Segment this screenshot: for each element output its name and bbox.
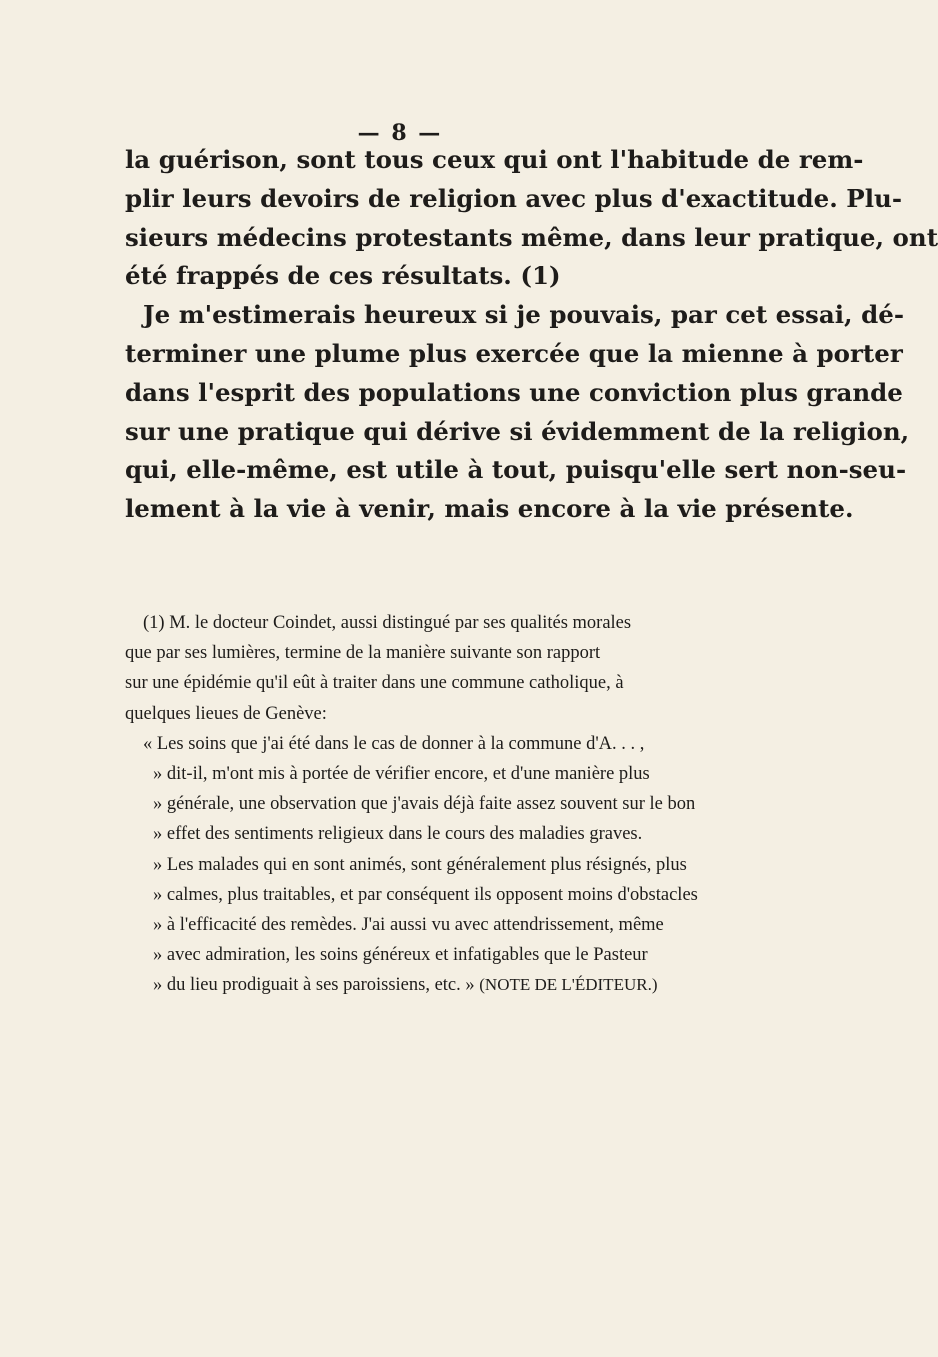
editor-note: (NOTE DE L'ÉDITEUR.) [479,975,658,995]
text-line: qui, elle-même, est utile à tout, puisqu'elle sert non-seu- [125,455,907,485]
footnote-line [125,970,785,1000]
footnote-line: » calmes, plus traitables, et par conséquent ils opposent moins d'obstacles [153,884,698,905]
footnote-line: sur une épidémie qu'il eût à traiter dans une commune catholique, à [125,673,624,694]
footnote-line: » Les malades qui en sont animés, sont généralement plus résignés, plus [153,854,687,875]
text-line: Je m'estimerais heureux si je pouvais, par cet essai, dé- [143,300,904,330]
footnote-line-text: » du lieu prodiguait à ses paroissiens, etc. » [153,975,475,996]
page-number: — 8 — [357,120,443,146]
footnote-line: » générale, une observation que j'avais déjà faite assez souvent sur le bon [153,794,696,815]
footnote-line: (1) M. le docteur Coindet, aussi distingué par ses qualités morales [143,613,632,633]
text-line: sieurs médecins protestants même, dans leur pratique, ont [125,222,938,252]
text-line: plir leurs devoirs de religion avec plus d'exactitude. Plu- [125,183,903,213]
footnote-line: » à l'efficacité des remèdes. J'ai aussi vu avec attendrissement, même [153,915,664,936]
text-line: lement à la vie à venir, mais encore à la vie présente. [125,494,854,524]
footnote-line: » effet des sentiments religieux dans le cours des maladies graves. [153,824,643,845]
text-line: sur une pratique qui dérive si évidemment de la religion, [125,416,910,446]
text-line: dans l'esprit des populations une conviction plus grande [125,377,903,407]
text-line: été frappés de ces résultats. (1) [125,261,561,291]
text-line: la guérison, sont tous ceux qui ont l'habitude de rem- [125,145,864,174]
footnote-line: » avec admiration, les soins généreux et infatigables que le Pasteur [153,945,648,966]
footnote-line: » dit-il, m'ont mis à portée de vérifier encore, et d'une manière plus [153,764,650,785]
main-paragraph [125,141,938,529]
footnote-line: que par ses lumières, termine de la manière suivante son rapport [125,643,601,664]
footnote [125,608,785,1001]
footnote-line: « Les soins que j'ai été dans le cas de donner à la commune d'A. . . , [143,733,645,754]
footnote-line: quelques lieues de Genève: [125,703,327,724]
text-line: terminer une plume plus exercée que la mienne à porter [125,338,903,368]
